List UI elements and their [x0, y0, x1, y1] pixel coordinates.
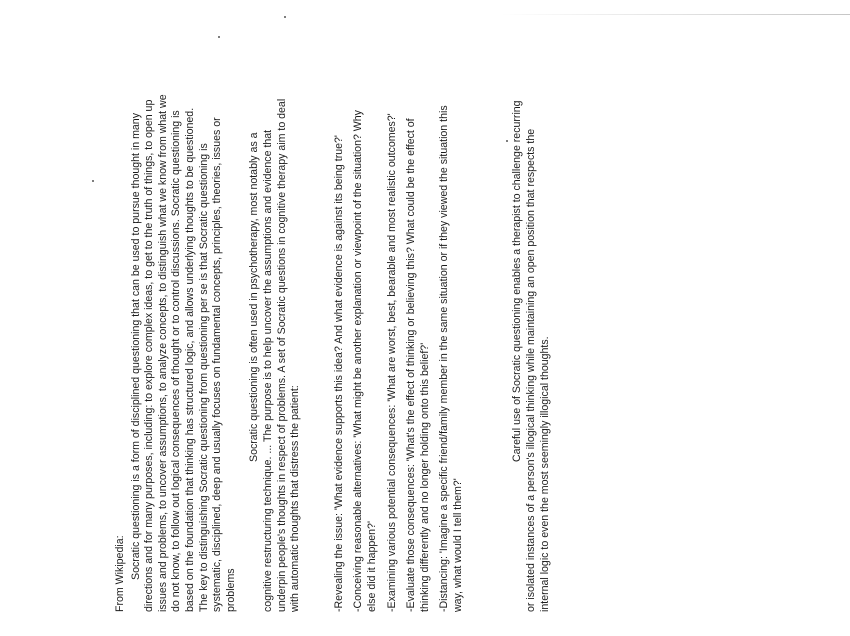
paragraph-conclusion: Careful use of Socratic questioning enables a therapist to challenge recurring or isolated instances of a person's illogical thinking while maintaining an open position that respects the internal logic to even the most seemingly illogical thoughts.: [511, 100, 551, 612]
paragraph-psychotherapy: Socratic questioning is often used in psychotherapy, most notably as a cognitive restructuring technique. ... The purpose is to help uncover the assumptions and evidence that underpin people's thoughts in respect of problems. A set of Socratic questions in cognitive therapy aim to deal with automatic thoughts that distress the patient:: [248, 98, 302, 612]
scan-speck: [92, 180, 94, 182]
question-alternatives: -Conceiving reasonable alternatives: 'What might be another explanation or viewpoint of the situation? Why else did it happen?': [352, 110, 378, 612]
document-heading: From Wikipedia:: [114, 535, 126, 612]
question-distancing: -Distancing: 'Imagine a specific friend/family member in the same situation or if they viewed the situation this way, what would I tell them?': [438, 105, 464, 612]
scan-speck: [218, 36, 220, 38]
scan-speck: [284, 16, 286, 18]
question-consequences: -Examining various potential consequences: 'What are worst, best, bearable and most realistic outcomes?': [385, 113, 398, 612]
paragraph-definition: Socratic questioning is a form of disciplined questioning that can be used to pursue thought in many directions and for many purposes, including: to explore complex ideas, to get to the truth of things, to open up issues and problems, to uncover assumptions, to analyze concepts, to distinguish what we know from what we do not know, to follow out logical consequences of thought or to control discussions. Socratic questioning is based on the foundation that thinking has structured logic, and allows underlying thoughts to be questioned. The key to distinguishing Socratic questioning from questioning per se is that Socratic questioning is systematic, disciplined, deep and usually focuses on fundamental concepts, principles, theories, issues or problems: [129, 94, 237, 612]
rotated-document-text: [114, 92, 552, 612]
question-evaluate: -Evaluate those consequences: 'What's the effect of thinking or believing this? What could be the effect of thinking differently and no longer holding onto this belief?': [405, 118, 431, 612]
scan-edge-line: [500, 14, 850, 15]
question-revealing: -Revealing the issue: 'What evidence supports this idea? And what evidence is against its being true?': [332, 135, 345, 612]
